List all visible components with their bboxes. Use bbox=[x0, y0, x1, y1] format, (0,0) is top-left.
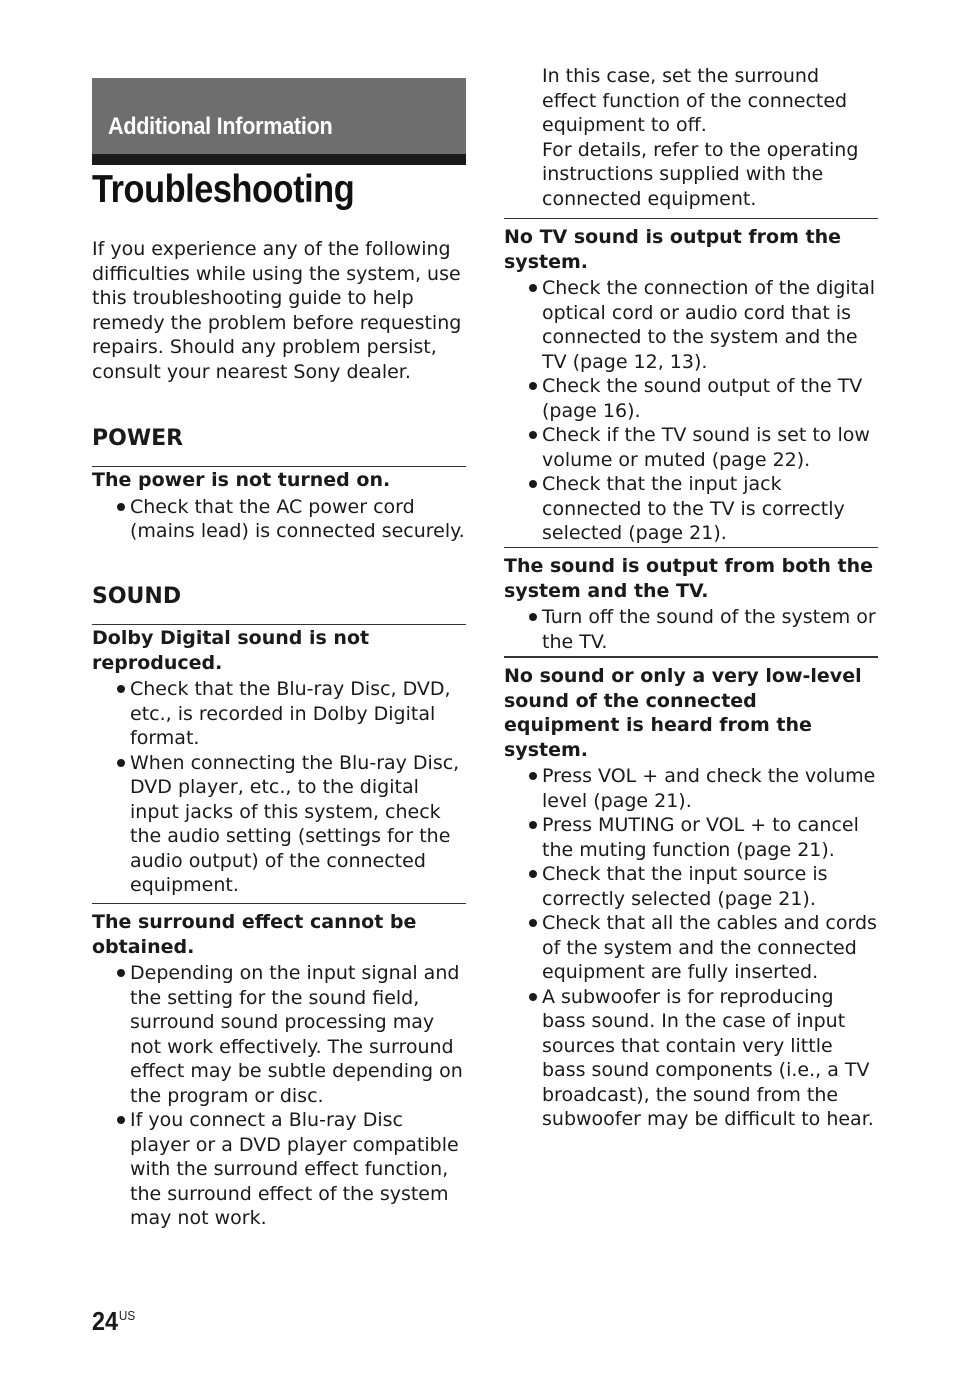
problem-heading: No sound or only a very low-level sound of the connected equipment is heard from the system. bbox=[504, 665, 862, 761]
solution-item: Check that the input jack connected to the TV is correctly selected (page 21). bbox=[504, 472, 878, 546]
problem-heading: Dolby Digital sound is not reproduced. bbox=[92, 627, 370, 674]
trouble-item-both-outputs bbox=[504, 547, 878, 654]
solution-item: Check that the Blu-ray Disc, DVD, etc., is recorded in Dolby Digital format. bbox=[92, 677, 466, 751]
solution-item: When connecting the Blu-ray Disc, DVD player, etc., to the digital input jacks of this system, check the audio setting (settings for the audio output) of the connected equipment. bbox=[92, 751, 466, 898]
problem-heading: The power is not turned on. bbox=[92, 469, 391, 491]
solution-item: Check that the input source is correctly selected (page 21). bbox=[504, 862, 878, 911]
section-heading-sound: SOUND bbox=[92, 582, 466, 625]
continuation-text: For details, refer to the operating instructions supplied with the connected equipment. bbox=[542, 138, 859, 210]
solution-item: Press VOL + and check the volume level (page 21). bbox=[504, 764, 878, 813]
solution-item: Press MUTING or VOL + to cancel the muting function (page 21). bbox=[504, 813, 878, 862]
solution-item: Check the connection of the digital optical cord or audio cord that is connected to the system and the TV (page 12, 13). bbox=[504, 276, 878, 374]
trouble-item-low-sound bbox=[504, 656, 878, 1132]
problem-heading: The surround effect cannot be obtained. bbox=[92, 911, 417, 958]
solution-item: Check the sound output of the TV (page 16). bbox=[504, 374, 878, 423]
solution-item: A subwoofer is for reproducing bass sound. In the case of input sources that contain very little bass sound components (i.e., a TV broadcast), the sound from the subwoofer may be difficult to hear. bbox=[504, 985, 878, 1132]
solution-item: Depending on the input signal and the setting for the sound field, surround sound processing may not work effectively. The surround effect may be subtle depending on the program or disc. bbox=[92, 961, 466, 1108]
solution-item: Check if the TV sound is set to low volume or muted (page 22). bbox=[504, 423, 878, 472]
solution-item: Turn off the sound of the system or the TV. bbox=[504, 605, 878, 654]
trouble-item-power-not-on bbox=[92, 462, 466, 544]
section-heading-power: POWER bbox=[92, 424, 466, 467]
trouble-item-no-tv-sound bbox=[504, 218, 878, 546]
surround-continuation bbox=[504, 64, 878, 211]
continuation-text: In this case, set the surround effect function of the connected equipment to off. bbox=[542, 65, 848, 136]
region-code: US bbox=[118, 1308, 136, 1323]
page-number-value: 24 bbox=[92, 1306, 119, 1336]
intro-paragraph: If you experience any of the following difficulties while using the system, use this troubleshooting guide to help remedy the problem before requesting repairs. Should any problem persist, consult your nearest Sony dealer. bbox=[92, 238, 462, 383]
trouble-item-surround bbox=[92, 903, 466, 1231]
banner-label: Additional Information bbox=[108, 113, 333, 140]
page-title: Troubleshooting bbox=[92, 168, 355, 211]
solution-item: If you connect a Blu-ray Disc player or a DVD player compatible with the surround effect function, the surround effect of the system may not work. bbox=[92, 1108, 466, 1231]
trouble-item-dolby bbox=[92, 620, 466, 898]
solution-item: Check that the AC power cord (mains lead) is connected securely. bbox=[92, 495, 466, 544]
problem-heading: No TV sound is output from the system. bbox=[504, 226, 841, 273]
section-banner bbox=[92, 78, 466, 165]
solution-item: Check that all the cables and cords of the system and the connected equipment are fully inserted. bbox=[504, 911, 878, 985]
page-number bbox=[92, 1306, 135, 1337]
problem-heading: The sound is output from both the system and the TV. bbox=[504, 555, 874, 602]
